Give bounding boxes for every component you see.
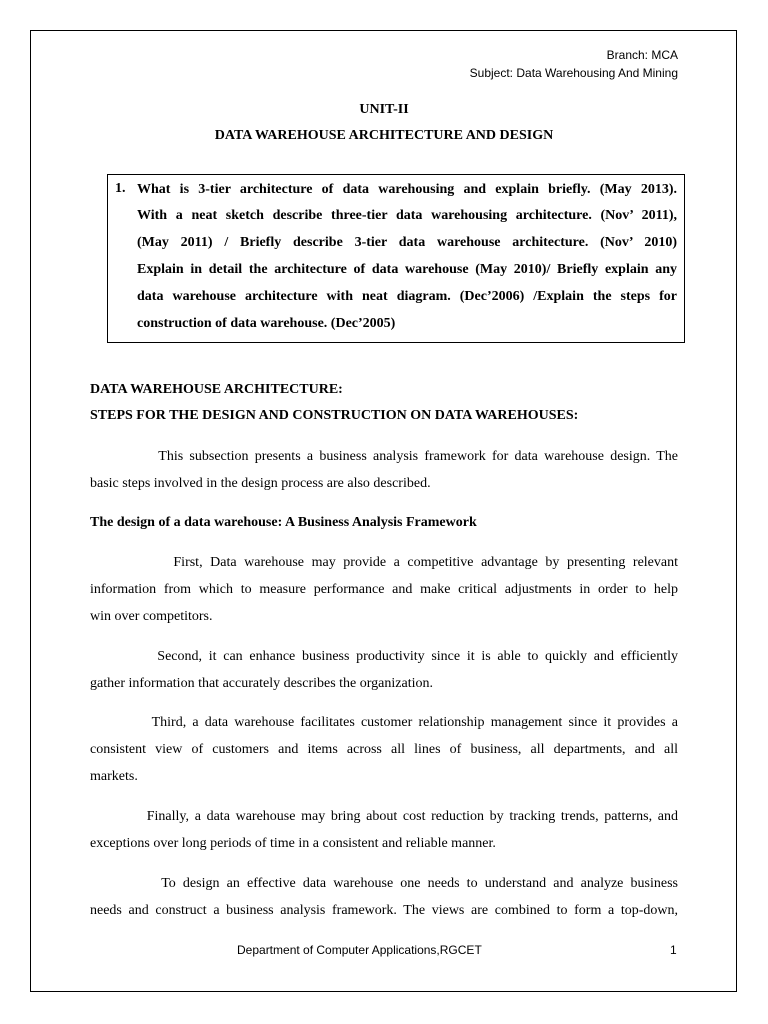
paragraph-line: exceptions over long periods of time in a consistent and reliable manner. xyxy=(90,836,496,851)
section-heading-steps: STEPS FOR THE DESIGN AND CONSTRUCTION ON DATA WAREHOUSES: xyxy=(90,408,579,423)
paragraph-line: needs and construct a business analysis framework. The views are combined to form a top-down, xyxy=(90,903,678,918)
paragraph-line: This subsection presents a business analysis framework for data warehouse design. The xyxy=(90,449,678,464)
question-number: 1. xyxy=(115,181,126,196)
question-box xyxy=(107,174,685,343)
page-title: DATA WAREHOUSE ARCHITECTURE AND DESIGN xyxy=(214,128,554,143)
paragraph-second xyxy=(90,648,678,702)
paragraph-line: gather information that accurately describes the organization. xyxy=(90,676,433,691)
unit-heading: UNIT-II xyxy=(359,102,409,117)
section-heading-architecture: DATA WAREHOUSE ARCHITECTURE: xyxy=(90,382,343,397)
paragraph-line: To design an effective data warehouse one needs to understand and analyze business xyxy=(90,876,678,891)
paragraph-line: First, Data warehouse may provide a competitive advantage by presenting relevant xyxy=(90,555,678,570)
question-line: Explain in detail the architecture of data warehouse (May 2010)/ Briefly explain any xyxy=(137,262,677,277)
paragraph-first xyxy=(90,554,678,635)
branch-label: Branch: MCA xyxy=(606,48,678,62)
page-number: 1 xyxy=(670,943,677,957)
paragraph-intro xyxy=(90,448,678,502)
paragraph-line: Second, it can enhance business productivity since it is able to quickly and efficiently xyxy=(90,649,678,664)
paragraph-design xyxy=(90,875,678,929)
subheading-business-framework: The design of a data warehouse: A Business Analysis Framework xyxy=(90,515,477,530)
question-line: data warehouse architecture with neat diagram. (Dec’2006) /Explain the steps for xyxy=(137,289,677,304)
paragraph-line: markets. xyxy=(90,769,138,784)
paragraph-line: basic steps involved in the design process are also described. xyxy=(90,476,431,491)
paragraph-line: Third, a data warehouse facilitates customer relationship management since it provides a xyxy=(90,715,678,730)
paragraph-line: information from which to measure performance and make critical adjustments in order to help xyxy=(90,582,678,597)
paragraph-line: Finally, a data warehouse may bring about cost reduction by tracking trends, patterns, and xyxy=(90,809,678,824)
subject-label: Subject: Data Warehousing And Mining xyxy=(469,66,678,80)
question-line: construction of data warehouse. (Dec’2005) xyxy=(137,316,396,331)
footer-department: Department of Computer Applications,RGCET xyxy=(237,943,482,957)
paragraph-line: consistent view of customers and items across all lines of business, all departments, and all xyxy=(90,742,678,757)
paragraph-finally xyxy=(90,808,678,862)
paragraph-line: win over competitors. xyxy=(90,609,213,624)
question-line: With a neat sketch describe three-tier data warehousing architecture. (Nov’ 2011), xyxy=(137,208,677,223)
question-line: What is 3-tier architecture of data warehousing and explain briefly. (May 2013). xyxy=(137,182,677,197)
question-line: (May 2011) / Briefly describe 3-tier data warehouse architecture. (Nov’ 2010) xyxy=(137,235,677,250)
paragraph-third xyxy=(90,714,678,795)
